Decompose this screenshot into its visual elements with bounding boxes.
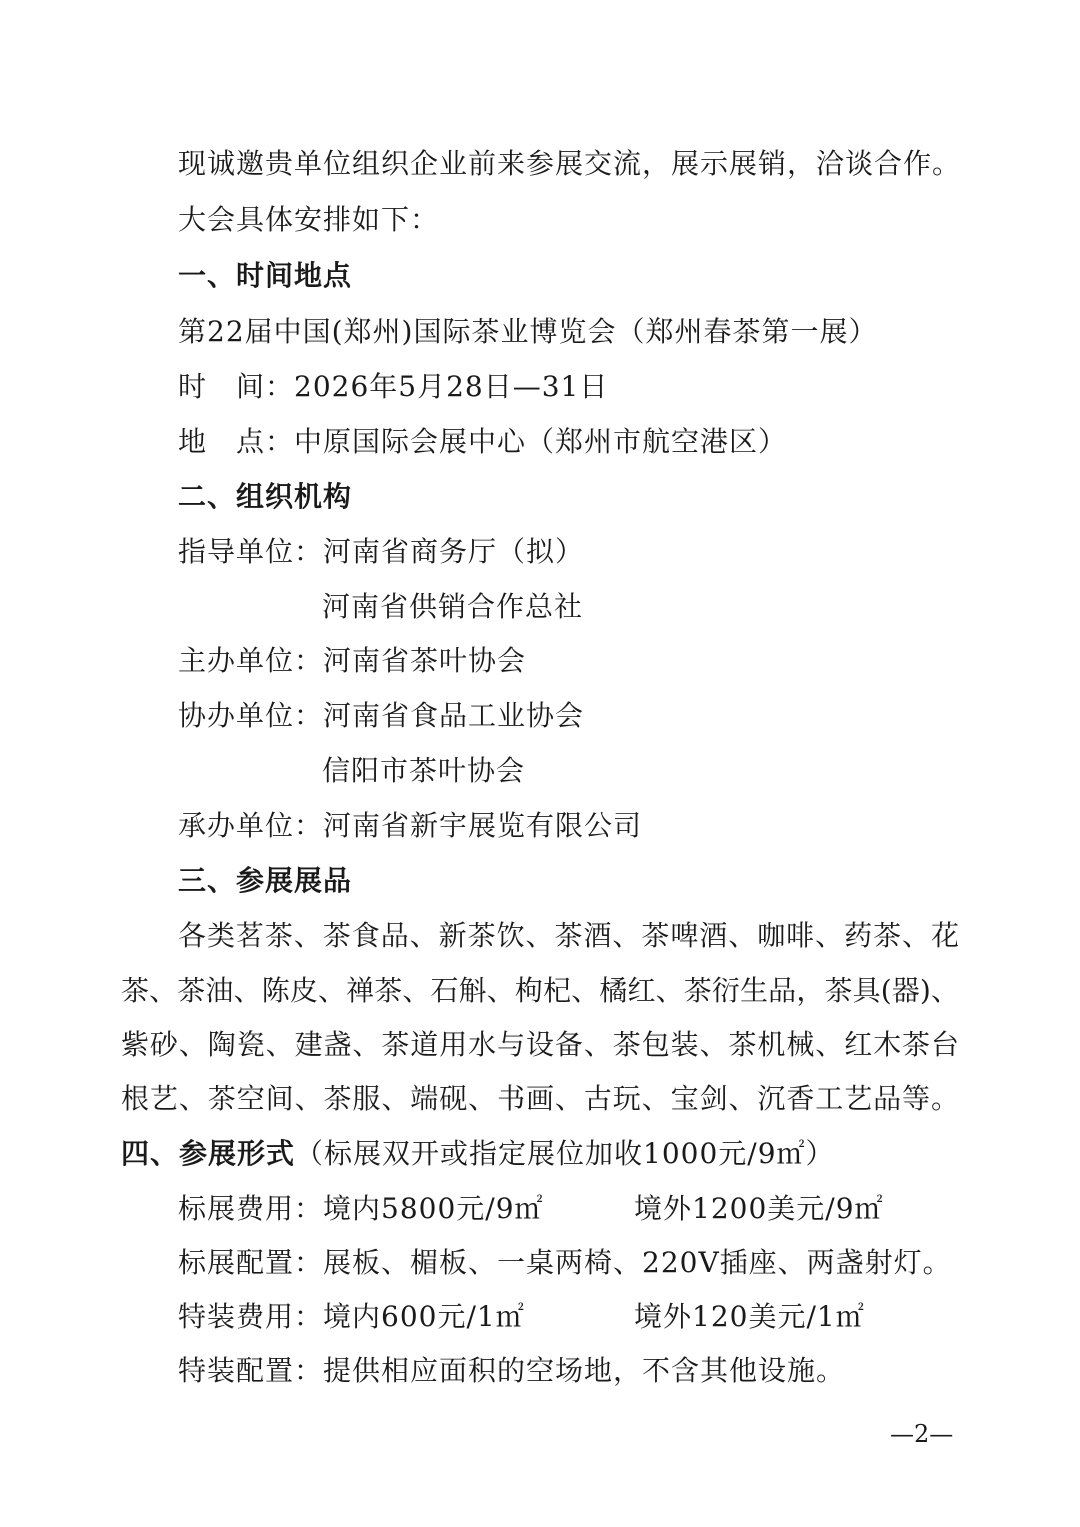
exhibit-items-line-1: 各类茗茶、茶食品、新茶饮、茶酒、茶啤酒、咖啡、药茶、花: [178, 919, 959, 952]
special-fee-domestic: 特装费用：境内600元/1㎡: [178, 1300, 525, 1333]
special-fee-row: [178, 1297, 958, 1337]
host-unit: 主办单位：河南省茶叶协会: [178, 644, 527, 677]
exhibit-items-line-2: 茶、茶油、陈皮、禅茶、石斛、枸杞、橘红、茶衍生品，茶具(器)、: [121, 974, 959, 1007]
special-fee-foreign: 境外120美元/1㎡: [634, 1300, 865, 1333]
section-heading-format: [121, 1134, 835, 1174]
guide-unit-2: 河南省供销合作总社: [322, 590, 584, 623]
page-number: —2—: [890, 1420, 954, 1448]
standard-config: 标展配置：展板、楣板、一桌两椅、220V插座、两盏射灯。: [178, 1246, 952, 1279]
event-time: 时 间：2026年5月28日—31日: [178, 370, 609, 403]
format-heading-note: （标展双开或指定展位加收1000元/9㎡）: [295, 1137, 835, 1170]
event-name: 第22届中国(郑州)国际茶业博览会（郑州春茶第一展）: [178, 315, 878, 348]
section-heading-organization: 二、组织机构: [178, 480, 353, 513]
standard-fee-row: [178, 1189, 958, 1229]
exhibit-items-line-4: 根艺、茶空间、茶服、端砚、书画、古玩、宝剑、沉香工艺品等。: [121, 1082, 959, 1115]
special-config: 特装配置：提供相应面积的空场地，不含其他设施。: [178, 1354, 846, 1387]
standard-fee-domestic: 标展费用：境内5800元/9㎡: [178, 1192, 544, 1225]
guide-unit-1: 指导单位：河南省商务厅（拟）: [178, 535, 585, 568]
intro-line-1: 现诚邀贵单位组织企业前来参展交流，展示展销，洽谈合作。: [178, 147, 962, 180]
section-heading-time-place: 一、时间地点: [178, 259, 353, 292]
event-place: 地 点：中原国际会展中心（郑州市航空港区）: [178, 425, 788, 458]
co-organizer-1: 协办单位：河南省食品工业协会: [178, 699, 585, 732]
exhibit-items-line-3: 紫砂、陶瓷、建盏、茶道用水与设备、茶包装、茶机械、红木茶台: [121, 1028, 959, 1061]
intro-line-2: 大会具体安排如下：: [178, 203, 440, 236]
standard-fee-foreign: 境外1200美元/9㎡: [634, 1192, 884, 1225]
format-heading-text: 四、参展形式: [121, 1137, 296, 1170]
organizer-unit: 承办单位：河南省新宇展览有限公司: [178, 809, 643, 842]
section-heading-exhibits: 三、参展展品: [178, 864, 353, 897]
co-organizer-2: 信阳市茶叶协会: [322, 754, 526, 787]
